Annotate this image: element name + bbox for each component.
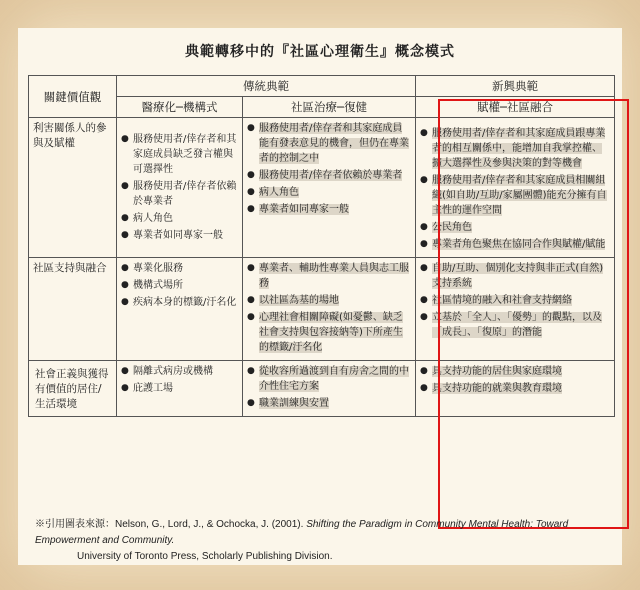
medical-cell xyxy=(117,118,243,258)
community-cell xyxy=(243,258,416,361)
list-item: ● 心理社會相關障礙(如憂鬱、缺乏社會支持與包容接納等)下所產生的標籤/汙名化 xyxy=(247,310,411,355)
list-item: ● 專業者如同專家一般 xyxy=(121,228,238,243)
header-community-treatment: 社區治療─復健 xyxy=(243,97,416,118)
list-item: ● 專業者如同專家一般 xyxy=(247,202,411,217)
list-item: ● 自助/互助、個別化支持與非正式(自然)支持系統 xyxy=(420,261,610,291)
header-medical: 醫療化─機構式 xyxy=(117,97,243,118)
list-item: ● 具支持功能的就業與教育環境 xyxy=(420,381,610,396)
list-item: ● 庇護工場 xyxy=(121,381,238,396)
list-item: ● 社區情境的融入和社會支持網絡 xyxy=(420,293,610,308)
empowerment-cell xyxy=(416,258,615,361)
list-item: ● 病人角色 xyxy=(247,185,411,200)
header-empowerment: 賦權─社區融合 xyxy=(416,97,615,118)
header-emerging: 新興典範 xyxy=(416,76,615,97)
list-item: ● 機構式場所 xyxy=(121,278,238,293)
list-item: ● 服務使用者/倖存者和其家庭成員缺乏發言權與可選擇性 xyxy=(121,132,238,177)
list-item: ● 隔離式病房或機構 xyxy=(121,364,238,379)
citation-prefix: ※引用圖表來源：Nelson, G., Lord, J., & Ochocka, J. (2001). xyxy=(35,519,307,530)
concept-table-card xyxy=(18,28,622,565)
list-item: ● 服務使用者/倖存者和其家庭成員能有發表意見的機會，但仍在專業者的控制之中 xyxy=(247,121,411,166)
table-row xyxy=(29,118,615,258)
list-item: ● 服務使用者/倖存者和其家庭成員相關組織(如自助/互助/家屬團體)能充分擁有自主性的運作空間 xyxy=(420,173,610,218)
row-label: 利害關係人的參與及賦權 xyxy=(29,118,117,258)
list-item: ● 專業化服務 xyxy=(121,261,238,276)
medical-cell xyxy=(117,361,243,417)
citation-book-title: Shifting the Paradigm in Community Mental Health: Toward Empowerment and Community. xyxy=(35,519,569,546)
row-label: 社區支持與融合 xyxy=(29,258,117,361)
table-row xyxy=(29,258,615,361)
table-row xyxy=(29,361,615,417)
citation-line-1 xyxy=(35,517,625,549)
list-item: ● 立基於「全人」、「優勢」的觀點，以及「成長」、「復原」的潛能 xyxy=(420,310,610,340)
list-item: ● 公民角色 xyxy=(420,220,610,235)
citation-publisher: University of Toronto Press, Scholarly Publishing Division. xyxy=(77,551,333,562)
medical-cell xyxy=(117,258,243,361)
list-item: ● 職業訓練與安置 xyxy=(247,396,411,411)
list-item: ● 服務使用者/倖存者和其家庭成員跟專業者的相互關係中，能增加自我掌控權、擴大選擇性及參與決策的對等機會 xyxy=(420,126,610,171)
list-item: ● 病人角色 xyxy=(121,211,238,226)
list-item: ● 具支持功能的居住與家庭環境 xyxy=(420,364,610,379)
empowerment-cell xyxy=(416,118,615,258)
header-key-values: 關鍵價值觀 xyxy=(29,76,117,118)
list-item: ● 疾病本身的標籤/汙名化 xyxy=(121,295,238,310)
list-item: ● 服務使用者/倖存者依賴於專業者 xyxy=(121,179,238,209)
list-item: ● 以社區為基的場地 xyxy=(247,293,411,308)
row-label: 社會正義與獲得有價值的居住/生活環境 xyxy=(29,361,117,417)
list-item: ● 從收容所過渡到自有房舍之間的中介性住宅方案 xyxy=(247,364,411,394)
source-citation xyxy=(35,517,625,565)
list-item: ● 專業者、輔助性專業人員與志工服務 xyxy=(247,261,411,291)
empowerment-cell xyxy=(416,361,615,417)
list-item: ● 專業者角色聚焦在協同合作與賦權/賦能 xyxy=(420,237,610,252)
list-item: ● 服務使用者/倖存者依賴於專業者 xyxy=(247,168,411,183)
concept-model-table xyxy=(28,75,615,417)
header-traditional: 傳統典範 xyxy=(117,76,416,97)
community-cell xyxy=(243,361,416,417)
community-cell xyxy=(243,118,416,258)
page-title: 典範轉移中的『社區心理衛生』概念模式 xyxy=(185,44,455,60)
